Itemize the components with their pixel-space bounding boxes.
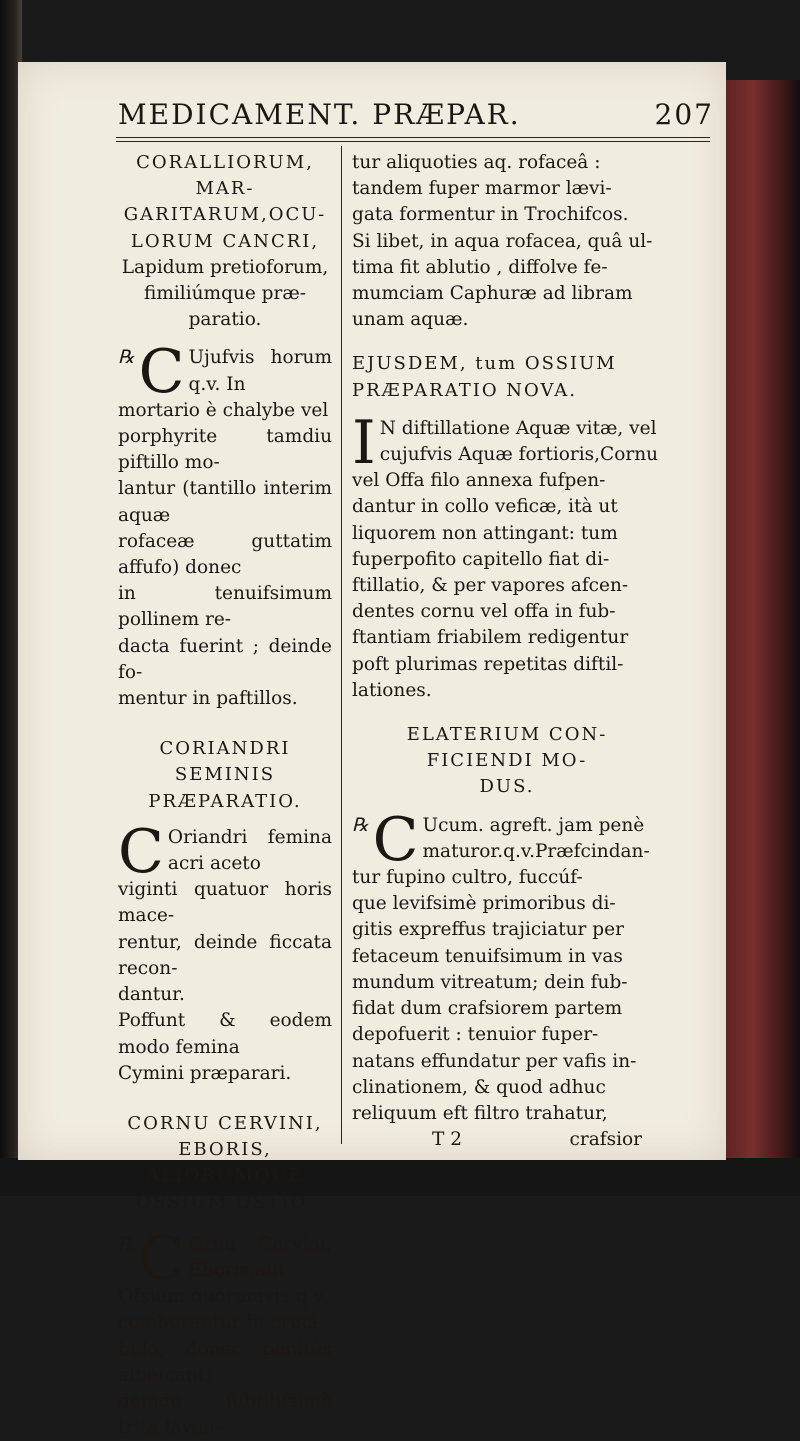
text-line: fuperpofito capitello fiat di- bbox=[352, 548, 610, 570]
text-line: tandem fuper marmor lævi- bbox=[352, 178, 612, 200]
subtitle-line: paratio. bbox=[188, 309, 262, 331]
text-line: rentur, deinde ficcata recon- bbox=[118, 931, 332, 979]
section-title-elaterium bbox=[352, 722, 662, 801]
book-edge bbox=[722, 80, 800, 1170]
text-line: Poffunt & eodem modo femina bbox=[118, 1010, 332, 1058]
text-line: Ornu Cervini, Eboris,aut bbox=[188, 1233, 332, 1281]
page-footer bbox=[352, 1127, 662, 1153]
text-line: mentur in paftillos. bbox=[118, 688, 298, 710]
title-line: FICIENDI MO- bbox=[426, 750, 588, 772]
text-line: viginti quatuor horis mace- bbox=[118, 879, 332, 927]
title-line: ALIORUMQUE bbox=[146, 1165, 304, 1187]
signature-mark: T 2 bbox=[432, 1129, 462, 1151]
running-header bbox=[118, 98, 718, 131]
title-line: EBORIS, bbox=[178, 1139, 272, 1161]
title-line: PRÆPARATIO NOVA. bbox=[352, 379, 577, 401]
title-line: PRÆPARATIO. bbox=[148, 790, 302, 812]
text-line: comburantur in cruci- bbox=[118, 1312, 325, 1334]
text-line: poft plurimas repetitas diftil- bbox=[352, 653, 624, 675]
drop-capital: C bbox=[138, 337, 185, 408]
paragraph-ejusdem bbox=[352, 407, 662, 704]
text-line: tur aliquoties aq. rofaceâ : bbox=[352, 152, 601, 173]
text-line: gitis expreffus trajiciatur per bbox=[352, 919, 624, 941]
title-line: OSSIUM USTIO. bbox=[136, 1191, 314, 1213]
text-line: Cymini præparari. bbox=[118, 1062, 292, 1084]
paragraph-coriandri bbox=[118, 816, 332, 1087]
left-column bbox=[118, 150, 332, 1441]
text-line: lantur (tantillo interim aquæ bbox=[118, 478, 332, 526]
text-line: vel Offa filo annexa fufpen- bbox=[352, 470, 606, 492]
text-line: Si libet, in aqua rofacea, quâ ul- bbox=[352, 230, 653, 252]
text-line: liquorem non attingant: tum bbox=[352, 522, 618, 544]
recipe-symbol: ℞ bbox=[118, 347, 135, 369]
text-line: que levifsimè primoribus di- bbox=[352, 893, 616, 915]
text-line: dantur in collo veficæ, ità ut bbox=[352, 496, 618, 518]
text-line: dacta fuerint ; deinde fo- bbox=[118, 635, 332, 683]
section-subtitle bbox=[118, 255, 332, 334]
text-line: N diftillatione Aquæ vitæ, vel bbox=[379, 417, 657, 439]
drop-capital: C bbox=[118, 816, 164, 887]
text-line: fidat dum crafsiorem partem bbox=[352, 998, 623, 1020]
text-line: lationes. bbox=[352, 679, 432, 701]
text-line: tima fit ablutio , diffolve fe- bbox=[352, 256, 608, 278]
text-line: maturor.q.v.Præfcindan- bbox=[422, 840, 650, 862]
text-line: tur fupino cultro, fuccúf- bbox=[352, 867, 583, 889]
paragraph-cornu bbox=[118, 1223, 332, 1441]
text-line: ftantiam friabilem redigentur bbox=[352, 627, 629, 649]
drop-capital: I bbox=[352, 407, 376, 478]
section-title-ejusdem bbox=[352, 351, 662, 403]
section-title-coriandri bbox=[118, 736, 332, 815]
subtitle-line: Lapidum pretioforum, bbox=[121, 256, 329, 278]
text-line: dantur. bbox=[118, 984, 185, 1006]
text-line: Ofsium quorumvis q.v. bbox=[118, 1286, 328, 1308]
title-line: DUS. bbox=[479, 776, 535, 798]
text-line: gata formentur in Trochifcos. bbox=[352, 204, 629, 226]
title-line: EJUSDEM, tum OSSIUM bbox=[352, 353, 617, 375]
text-line: Ucum. agreft. jam penè bbox=[422, 814, 645, 836]
paragraph-continuation bbox=[352, 150, 662, 333]
text-line: porphyrite tamdiu piftillo mo- bbox=[118, 426, 332, 474]
title-line: LORUM CANCRI, bbox=[130, 230, 320, 252]
header-rule-thin bbox=[116, 141, 710, 142]
text-line: natans effundatur per vafis in- bbox=[352, 1050, 637, 1072]
header-rule bbox=[116, 137, 710, 138]
title-line: CORIANDRI SEMINIS bbox=[159, 738, 291, 786]
text-line: bulo, donec penitùs albefcant; bbox=[118, 1338, 332, 1386]
text-line: deinde fubtilifsimè trita laven- bbox=[118, 1390, 332, 1439]
text-line: cujufvis Aquæ fortioris,Cornu bbox=[379, 444, 659, 466]
page-number: 207 bbox=[654, 98, 714, 131]
text-line: in tenuifsimum pollinem re- bbox=[118, 583, 332, 631]
paragraph-corallia bbox=[118, 337, 332, 712]
text-line: unam aquæ. bbox=[352, 309, 469, 331]
catchword: crafsior bbox=[569, 1129, 642, 1151]
recipe-symbol: ℞ bbox=[118, 1233, 135, 1255]
text-line: rofaceæ guttatim affufo) donec bbox=[118, 530, 332, 579]
running-title: MEDICAMENT. PRÆPAR. bbox=[118, 98, 521, 131]
text-line: depofuerit : tenuior fuper- bbox=[352, 1024, 599, 1046]
text-line: mundum vitreatum; dein fub- bbox=[352, 971, 628, 993]
right-column bbox=[352, 150, 662, 1153]
drop-capital: C bbox=[138, 1223, 185, 1294]
title-line: CORNU CERVINI, bbox=[127, 1112, 323, 1134]
text-line: reliquum eft filtro trahatur, bbox=[352, 1102, 608, 1124]
text-line: Ujufvis horum q.v. In bbox=[188, 347, 332, 395]
text-line: Oriandri femina acri aceto bbox=[167, 826, 332, 875]
text-line: fetaceum tenuifsimum in vas bbox=[352, 945, 623, 967]
recipe-symbol: ℞ bbox=[352, 814, 369, 836]
section-title-cornu bbox=[118, 1111, 332, 1216]
title-line: ELATERIUM CON- bbox=[406, 724, 608, 746]
title-line: CORALLIORUM, MAR- bbox=[136, 152, 314, 200]
text-line: clinationem, & quod adhuc bbox=[352, 1076, 606, 1098]
column-divider bbox=[341, 146, 342, 1144]
drop-capital: C bbox=[372, 804, 419, 875]
section-title-corallia bbox=[118, 150, 332, 255]
text-line: mortario è chalybe vel bbox=[118, 399, 329, 421]
paragraph-elaterium bbox=[352, 804, 662, 1127]
text-line: ftillatio, & per vapores afcen- bbox=[352, 575, 629, 597]
text-line: dentes cornu vel offa in fub- bbox=[352, 601, 616, 623]
subtitle-line: fimiliúmque præ- bbox=[143, 283, 306, 305]
text-line: mumciam Caphuræ ad libram bbox=[352, 283, 633, 305]
title-line: GARITARUM,OCU- bbox=[123, 204, 327, 226]
